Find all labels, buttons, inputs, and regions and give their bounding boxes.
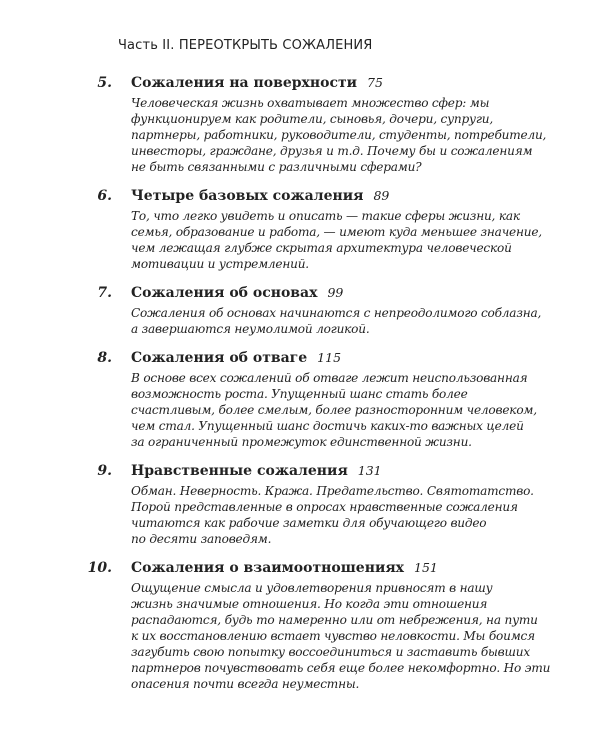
chapter-number: 7. — [97, 285, 112, 301]
part-title: ПЕРЕОТКРЫТЬ СОЖАЛЕНИЯ — [178, 38, 373, 53]
chapter-title-text: Сожаления об отваге — [131, 350, 308, 366]
chapter-title-text: Сожаления об основах — [131, 285, 318, 301]
summary-line: к их восстановлению встает чувство неловкости. Мы боимся — [131, 629, 535, 643]
toc-entry — [0, 463, 600, 547]
chapter-title-text: Сожаления о взаимоотношениях — [131, 560, 405, 576]
chapter-summary — [131, 370, 537, 450]
summary-line: партнеров почувствовать себя еще более некомфортно. Но эти — [131, 661, 551, 675]
chapter-summary — [131, 305, 542, 337]
summary-line: читаются как рабочие заметки для обучающего видео — [131, 516, 487, 530]
summary-line: загубить свою попытку воссоединиться и заставить бывших — [131, 645, 530, 659]
summary-line: Сожаления об основах начинаются с непреодолимого соблазна, — [131, 306, 542, 320]
chapter-page-number: 99 — [327, 285, 344, 300]
toc-entry-heading — [0, 560, 600, 580]
summary-line: возможность роста. Упущенный шанс стать более — [131, 387, 468, 401]
chapter-number: 6. — [97, 188, 112, 204]
summary-line: за ограниченный промежуток единственной жизни. — [131, 435, 472, 449]
chapter-title-text: Четыре базовых сожаления — [131, 188, 364, 204]
summary-line: То, что легко увидеть и описать — такие сферы жизни, как — [131, 209, 520, 223]
chapter-summary — [131, 208, 542, 272]
chapter-page-number: 75 — [367, 75, 383, 90]
summary-line: по десяти заповедям. — [131, 532, 272, 546]
part-label: Часть II. — [118, 38, 175, 53]
summary-line: опасения почти всегда неуместны. — [131, 677, 360, 691]
summary-line: распадаются, будь то намеренно или от небрежения, на пути — [131, 613, 538, 627]
summary-line: функционируем как родители, сыновья, дочери, супруги, — [131, 112, 494, 126]
chapter-title — [131, 75, 383, 91]
chapter-title — [131, 285, 343, 301]
summary-line: семья, образование и работа, — имеют куда меньшее значение, — [131, 225, 542, 239]
chapter-number: 9. — [97, 463, 112, 479]
summary-line: не быть связанными с различными сферами? — [131, 160, 422, 174]
chapter-title — [131, 350, 341, 366]
chapter-page-number: 151 — [414, 560, 438, 575]
table-of-contents — [0, 75, 600, 705]
summary-line: жизнь значимые отношения. Но когда эти отношения — [131, 597, 488, 611]
chapter-title — [131, 560, 438, 576]
toc-entry-heading — [0, 188, 600, 208]
toc-entry-heading — [0, 285, 600, 305]
toc-entry — [0, 350, 600, 450]
summary-line: мотивации и устремлений. — [131, 257, 309, 271]
summary-line: Обман. Неверность. Кража. Предательство. Святотатство. — [131, 484, 534, 498]
summary-line: чем стал. Упущенный шанс достичь каких-то важных целей — [131, 419, 524, 433]
summary-line: Порой представленные в опросах нравственные сожаления — [131, 500, 518, 514]
chapter-page-number: 115 — [317, 350, 342, 365]
chapter-number: 8. — [97, 350, 112, 366]
chapter-page-number: 89 — [373, 188, 390, 203]
summary-line: В основе всех сожалений об отваге лежит неиспользованная — [131, 371, 528, 385]
chapter-number: 10. — [87, 560, 112, 576]
toc-entry — [0, 285, 600, 337]
summary-line: Человеческая жизнь охватывает множество сфер: мы — [131, 96, 490, 110]
toc-entry-heading — [0, 463, 600, 483]
toc-entry-heading — [0, 75, 600, 95]
chapter-summary — [131, 483, 534, 547]
toc-entry — [0, 560, 600, 692]
chapter-title — [131, 463, 382, 479]
chapter-title — [131, 188, 389, 204]
chapter-number: 5. — [97, 75, 112, 91]
toc-entry — [0, 75, 600, 175]
summary-line: Ощущение смысла и удовлетворения привносят в нашу — [131, 581, 493, 595]
summary-line: счастливым, более смелым, более разносторонним человеком, — [131, 403, 537, 417]
toc-entry — [0, 188, 600, 272]
summary-line: инвесторы, граждане, друзья и т.д. Почему бы и сожалениям — [131, 144, 533, 158]
summary-line: а завершаются неумолимой логикой. — [131, 322, 370, 336]
chapter-summary — [131, 580, 551, 692]
summary-line: чем лежащая глубже скрытая архитектура человеческой — [131, 241, 512, 255]
chapter-summary — [131, 95, 547, 175]
chapter-title-text: Нравственные сожаления — [131, 463, 348, 479]
chapter-title-text: Сожаления на поверхности — [131, 75, 358, 91]
toc-entry-heading — [0, 350, 600, 370]
part-header — [118, 38, 372, 53]
chapter-page-number: 131 — [357, 463, 382, 478]
summary-line: партнеры, работники, руководители, студенты, потребители, — [131, 128, 547, 142]
